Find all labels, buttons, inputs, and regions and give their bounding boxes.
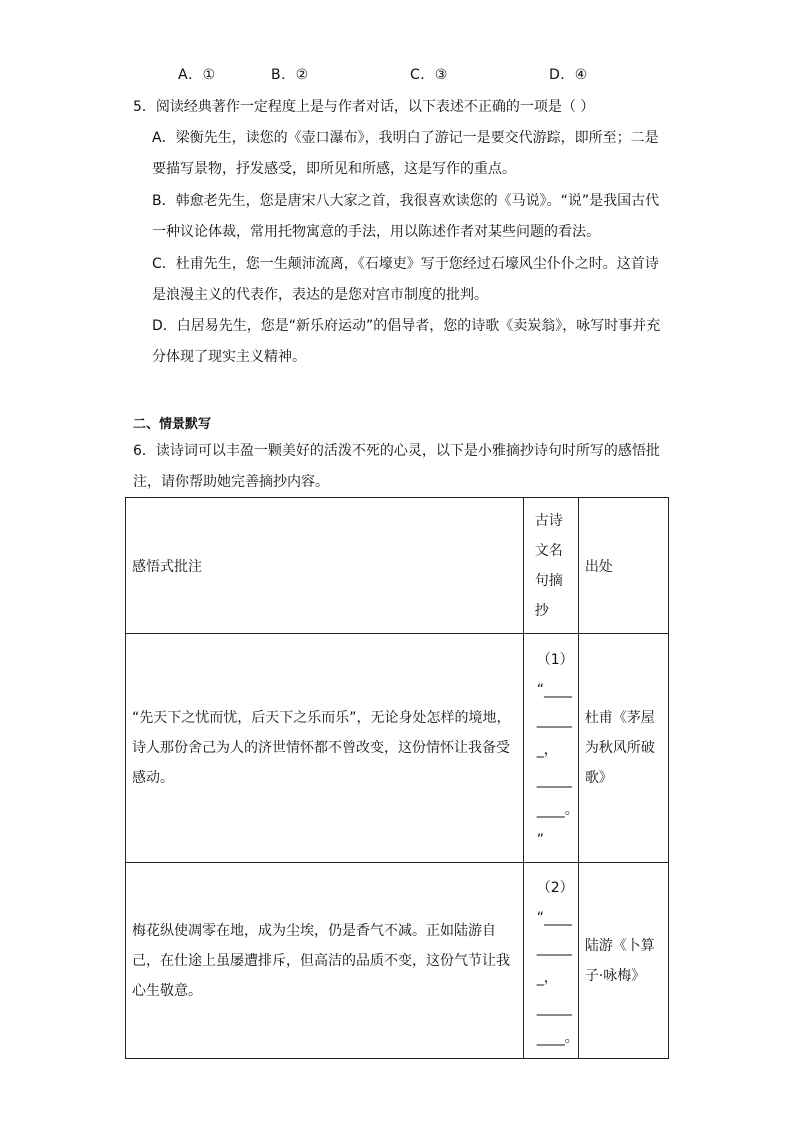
row2-blank-4[interactable]: _____ — [536, 999, 572, 1016]
q5-option-c-line2: 是浪漫主义的代表作，表达的是您对宫市制度的批判。 — [152, 287, 488, 303]
header-note-cell — [126, 498, 524, 634]
row2-source-text: 陆游《卜算子·咏梅》 — [584, 937, 655, 984]
header-source-cell — [578, 498, 668, 634]
row1-blank-4[interactable]: _____ — [536, 772, 572, 788]
q5-option-c-line1[interactable]: C．杜甫先生，您一生颠沛流离，《石壕吏》写于您经过石壕风尘仆仆之时。这首诗 — [152, 256, 659, 272]
row1-note-cell — [126, 634, 524, 863]
choice-a[interactable]: A．① — [178, 67, 216, 83]
header-quote-label-3: 句摘 — [534, 572, 563, 589]
row2-note-text: 梅花纵使凋零在地，成为尘埃，仍是香气不减。正如陆游自己，在仕途上虽屡遭排斥，但高洁的品质不变，这份气节让我心生敬意。 — [132, 922, 510, 999]
row1-blank-6: ” — [536, 832, 544, 848]
choice-d[interactable]: D．④ — [549, 67, 588, 83]
table-header-row — [126, 498, 669, 634]
header-quote-cell — [523, 498, 578, 634]
header-quote-label-1: 古诗 — [534, 512, 563, 529]
poem-table — [125, 497, 669, 1059]
header-source-label: 出处 — [584, 558, 613, 575]
q5-option-a-line2: 要描写景物，抒发感受，即所见和所感，这是写作的重点。 — [152, 161, 516, 177]
header-quote-label-4: 抄 — [534, 602, 549, 619]
choice-b[interactable]: B．② — [271, 67, 309, 83]
row2-note-cell — [126, 863, 524, 1059]
section-title: 二、情景默写 — [133, 417, 212, 432]
row2-blank-0: （2） — [536, 879, 574, 896]
row2-blank-3[interactable]: _， — [536, 969, 558, 986]
q5-option-b-line2: 一种议论体裁，常用托物寓意的手法，用以陈述作者对某些问题的看法。 — [152, 224, 600, 240]
row2-blank-5[interactable]: ____。 — [536, 1029, 579, 1046]
row1-blank-2[interactable]: _____ — [536, 712, 572, 728]
previous-choices — [0, 64, 794, 88]
row1-source-text: 杜甫《茅屋为秋风所破歌》 — [584, 710, 655, 786]
table-row — [126, 863, 669, 1059]
row2-blank-2[interactable]: _____ — [536, 939, 572, 956]
question-5-stem: 5．阅读经典著作一定程度上是与作者对话，以下表述不正确的一项是（ ） — [133, 99, 595, 115]
row1-blank-3[interactable]: _， — [536, 742, 558, 758]
choice-c[interactable]: C．③ — [410, 67, 448, 83]
row1-blank-1[interactable]: “____ — [536, 682, 572, 698]
row2-blank-cell[interactable] — [523, 863, 578, 1059]
row2-source-cell — [578, 863, 668, 1059]
question-6-line2: 注，请你帮助她完善摘抄内容。 — [133, 474, 329, 490]
table-row — [126, 634, 669, 863]
row1-blank-0: （1） — [536, 652, 574, 668]
row1-note-text: “先天下之忧而忧，后天下之乐而乐”，无论身处怎样的境地，诗人那份舍己为人的济世情怀都不曾改变，这份情怀让我备受感动。 — [132, 710, 511, 786]
row2-blank-1[interactable]: “____ — [536, 909, 572, 926]
row1-source-cell — [578, 634, 668, 863]
q5-option-b-line1[interactable]: B．韩愈老先生，您是唐宋八大家之首，我很喜欢读您的《马说》。“说”是我国古代 — [152, 193, 660, 209]
q5-option-d-line1[interactable]: D．白居易先生，您是“新乐府运动”的倡导者，您的诗歌《卖炭翁》，咏写时事并充 — [152, 318, 661, 334]
row1-blank-cell[interactable] — [523, 634, 578, 863]
q5-option-a-line1[interactable]: A．梁衡先生，读您的《壶口瀑布》，我明白了游记一是要交代游踪，即所至；二是 — [152, 130, 659, 146]
row1-blank-5[interactable]: ____。 — [536, 802, 579, 818]
question-6-line1: 6．读诗词可以丰盈一颗美好的活泼不死的心灵，以下是小雅摘抄诗句时所写的感悟批 — [133, 443, 660, 459]
header-quote-label-2: 文名 — [534, 542, 563, 559]
q5-option-d-line2: 分体现了现实主义精神。 — [152, 349, 306, 365]
header-note-label: 感悟式批注 — [132, 558, 202, 575]
